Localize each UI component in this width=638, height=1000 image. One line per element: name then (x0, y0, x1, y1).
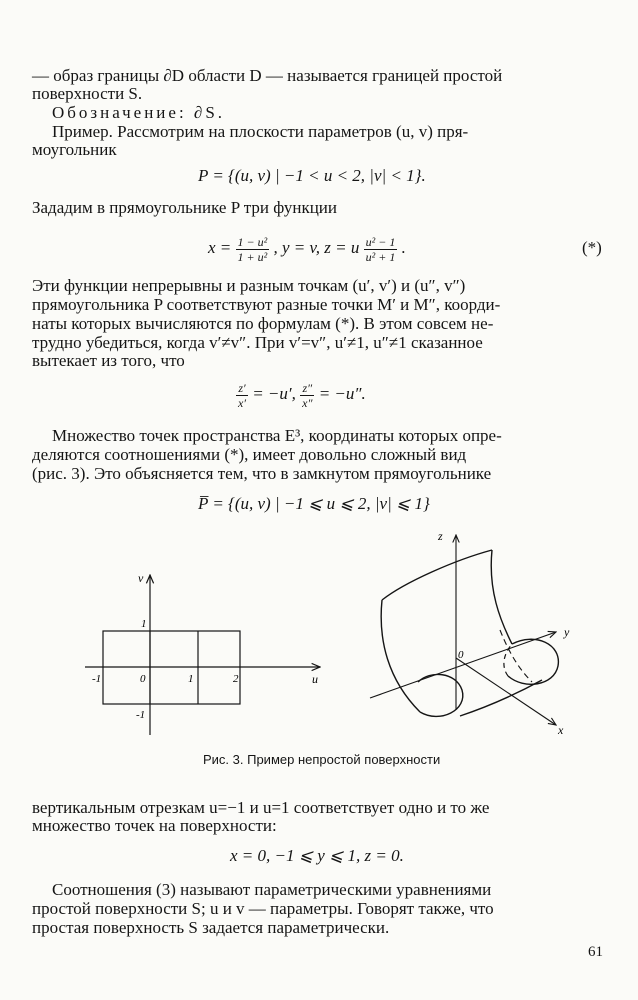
tick-u-2: 2 (233, 673, 239, 685)
fraction-1 (236, 381, 248, 410)
tick-v-1: 1 (141, 618, 147, 630)
fraction-x-den: 1 + u² (237, 249, 268, 264)
x-axis (456, 658, 556, 725)
equation-closed-rectangle: P̅ = {(u, v) | −1 ⩽ u ⩽ 2, |v| ⩽ 1} (198, 494, 430, 513)
ratio-1-rhs: = −u′, (252, 384, 296, 403)
text-line-13: деляются соотношениями (*), имеет довольно сложный вид (32, 445, 467, 464)
eq-y-z: , y = v, z = u (273, 238, 360, 257)
figure-surface (360, 520, 600, 740)
u-axis-label: u (312, 672, 318, 686)
z-axis-label: z (438, 529, 443, 543)
surface-bottom-edge (460, 680, 542, 716)
surface-left-edge (381, 600, 420, 712)
text-line-16: множество точек на поверхности: (32, 816, 277, 835)
y-axis-label: y (564, 625, 570, 639)
text-line-5: моугольник (32, 140, 117, 159)
tick-u-1: 1 (188, 673, 194, 685)
text-line-1: — образ границы ∂D области D — называется границей простой (32, 66, 503, 85)
x-axis-label: x (558, 723, 564, 737)
equation-rectangle: P = {(u, v) | −1 < u < 2, |v| < 1}. (198, 166, 426, 185)
v-axis-label: v (138, 571, 144, 585)
equation-segment: x = 0, −1 ⩽ y ⩽ 1, z = 0. (230, 846, 404, 865)
fraction-z-num: u² − 1 (365, 234, 396, 249)
example-line: Пример. Рассмотрим на плоскости параметров (u, v) пря- (52, 122, 469, 141)
text-line-11: вытекает из того, что (32, 351, 185, 370)
notation-line: Обозначение: ∂S. (52, 103, 226, 122)
fraction-x (236, 235, 270, 264)
fraction-2-den: x″ (302, 395, 313, 410)
text-line-2: поверхности S. (32, 84, 143, 103)
text-line-6: Зададим в прямоугольнике P три функции (32, 198, 338, 217)
tick-u-0: 0 (140, 673, 146, 685)
fraction-x-num: 1 − u² (237, 234, 268, 249)
fraction-z-den: u² + 1 (365, 249, 396, 264)
text-line-9: наты которых вычисляются по формулам (*). В этом совсем не- (32, 314, 494, 333)
tick-u-minus1: -1 (92, 673, 102, 685)
fraction-1-num: z′ (236, 381, 248, 396)
text-line-18: простой поверхности S; u и v — параметры. Говорят также, что (32, 899, 494, 918)
fraction-1-den: x′ (238, 395, 246, 410)
text-line-14: (рис. 3). Это объясняется тем, что в замкнутом прямоугольнике (32, 464, 492, 483)
equation-functions (208, 230, 406, 266)
fraction-2 (300, 381, 314, 410)
figure-caption: Рис. 3. Пример непростой поверхности (203, 752, 441, 767)
tick-v-minus1: -1 (136, 709, 146, 721)
eq-x-lhs: x = (208, 238, 232, 257)
text-line-8: прямоугольника P соответствуют разные точки M′ и M″, коорди- (32, 295, 501, 314)
equation-label: (*) (582, 238, 602, 257)
text-line-15: вертикальным отрезкам u=−1 и u=1 соответствует одно и то же (32, 798, 490, 817)
ratio-2-rhs: = −u″. (318, 384, 366, 403)
origin-label: 0 (458, 649, 464, 661)
figure-parameter-plane (80, 560, 330, 740)
fraction-z (364, 235, 398, 264)
equation-ratio (236, 376, 366, 412)
text-line-7: Эти функции непрерывны и разным точкам (u′, v′) и (u″, v″) (32, 276, 466, 295)
text-line-10: трудно убедиться, когда v′≠v″. При v′=v″, u′≠1, u″≠1 сказанное (32, 333, 483, 352)
surface-top-edge (382, 550, 492, 600)
eq-end: . (401, 238, 406, 257)
text-line-12: Множество точек пространства E³, координаты которых опре- (52, 426, 502, 445)
fraction-2-num: z″ (300, 381, 314, 396)
text-line-19: простая поверхность S задается параметрически. (32, 918, 390, 937)
text-line-17: Соотношения (3) называют параметрическими уравнениями (52, 880, 492, 899)
surface-right-edge (491, 550, 512, 644)
page-number: 61 (588, 944, 603, 960)
